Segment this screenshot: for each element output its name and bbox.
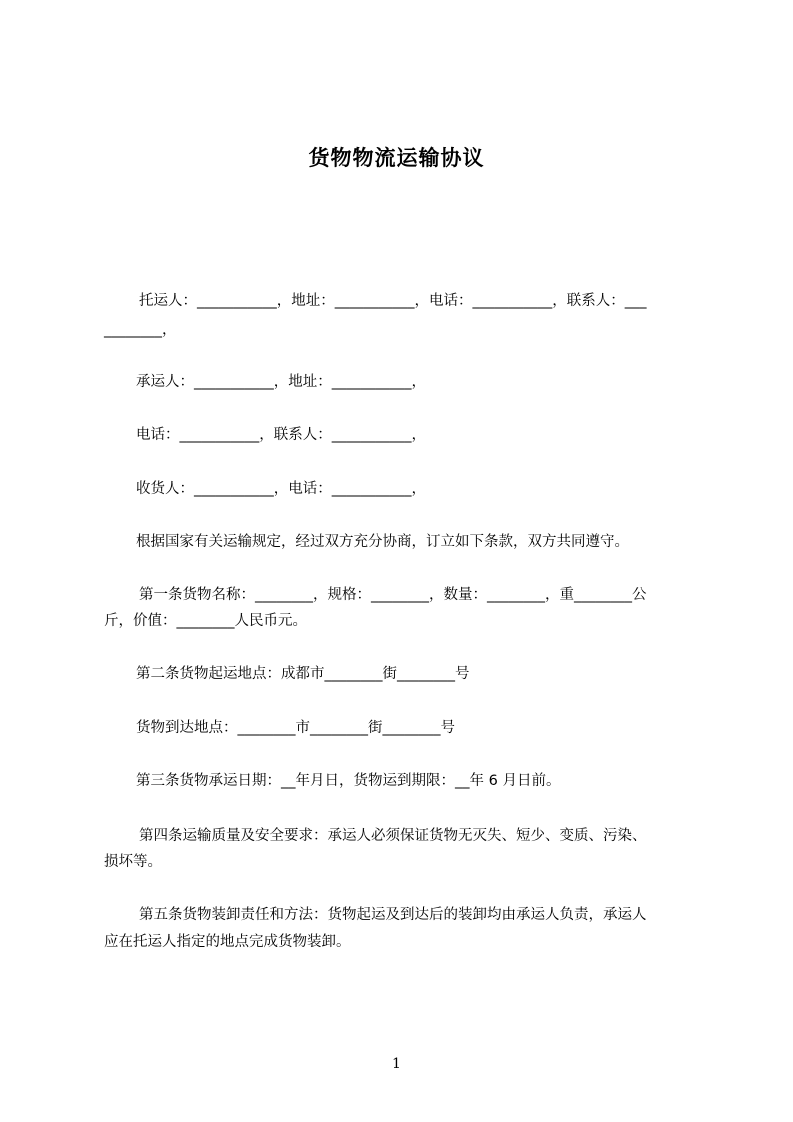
page-number: 1 <box>392 1056 401 1072</box>
article-3-line: 第三条货物承运日期：__年月日，货物运到期限：__年 6 月日前。 <box>136 773 561 789</box>
consignee-line: 收货人：___________，电话：___________， <box>136 481 426 497</box>
carrier-line: 承运人：___________，地址：___________， <box>136 374 426 390</box>
article-2-line: 第二条货物起运地点：成都市________街________号 <box>136 666 470 682</box>
shipper-line: 托运人：___________，地址：___________，电话：___________，联系人：___ <box>139 293 647 309</box>
article-4-line-cont: 损坏等。 <box>104 854 162 870</box>
article-5-line: 第五条货物装卸责任和方法：货物起运及到达后的装卸均由承运人负责，承运人 <box>139 907 647 923</box>
article-1-line-cont: 斤，价值：________人民币元。 <box>104 613 307 629</box>
article-4-line: 第四条运输质量及安全要求：承运人必须保证货物无灭失、短少、变质、污染、 <box>139 828 647 844</box>
shipper-line-cont: ________， <box>104 322 177 338</box>
document-title: 货物物流运输协议 <box>308 146 485 170</box>
destination-line: 货物到达地点：________市________街________号 <box>136 720 455 736</box>
article-1-line: 第一条货物名称：________，规格：________，数量：________，重________公 <box>139 587 647 603</box>
article-5-line-cont: 应在托运人指定的地点完成货物装卸。 <box>104 934 351 950</box>
preamble-line: 根据国家有关运输规定，经过双方充分协商，订立如下条款，双方共同遵守。 <box>136 534 629 550</box>
carrier-phone-line: 电话：___________，联系人：___________， <box>136 427 426 443</box>
